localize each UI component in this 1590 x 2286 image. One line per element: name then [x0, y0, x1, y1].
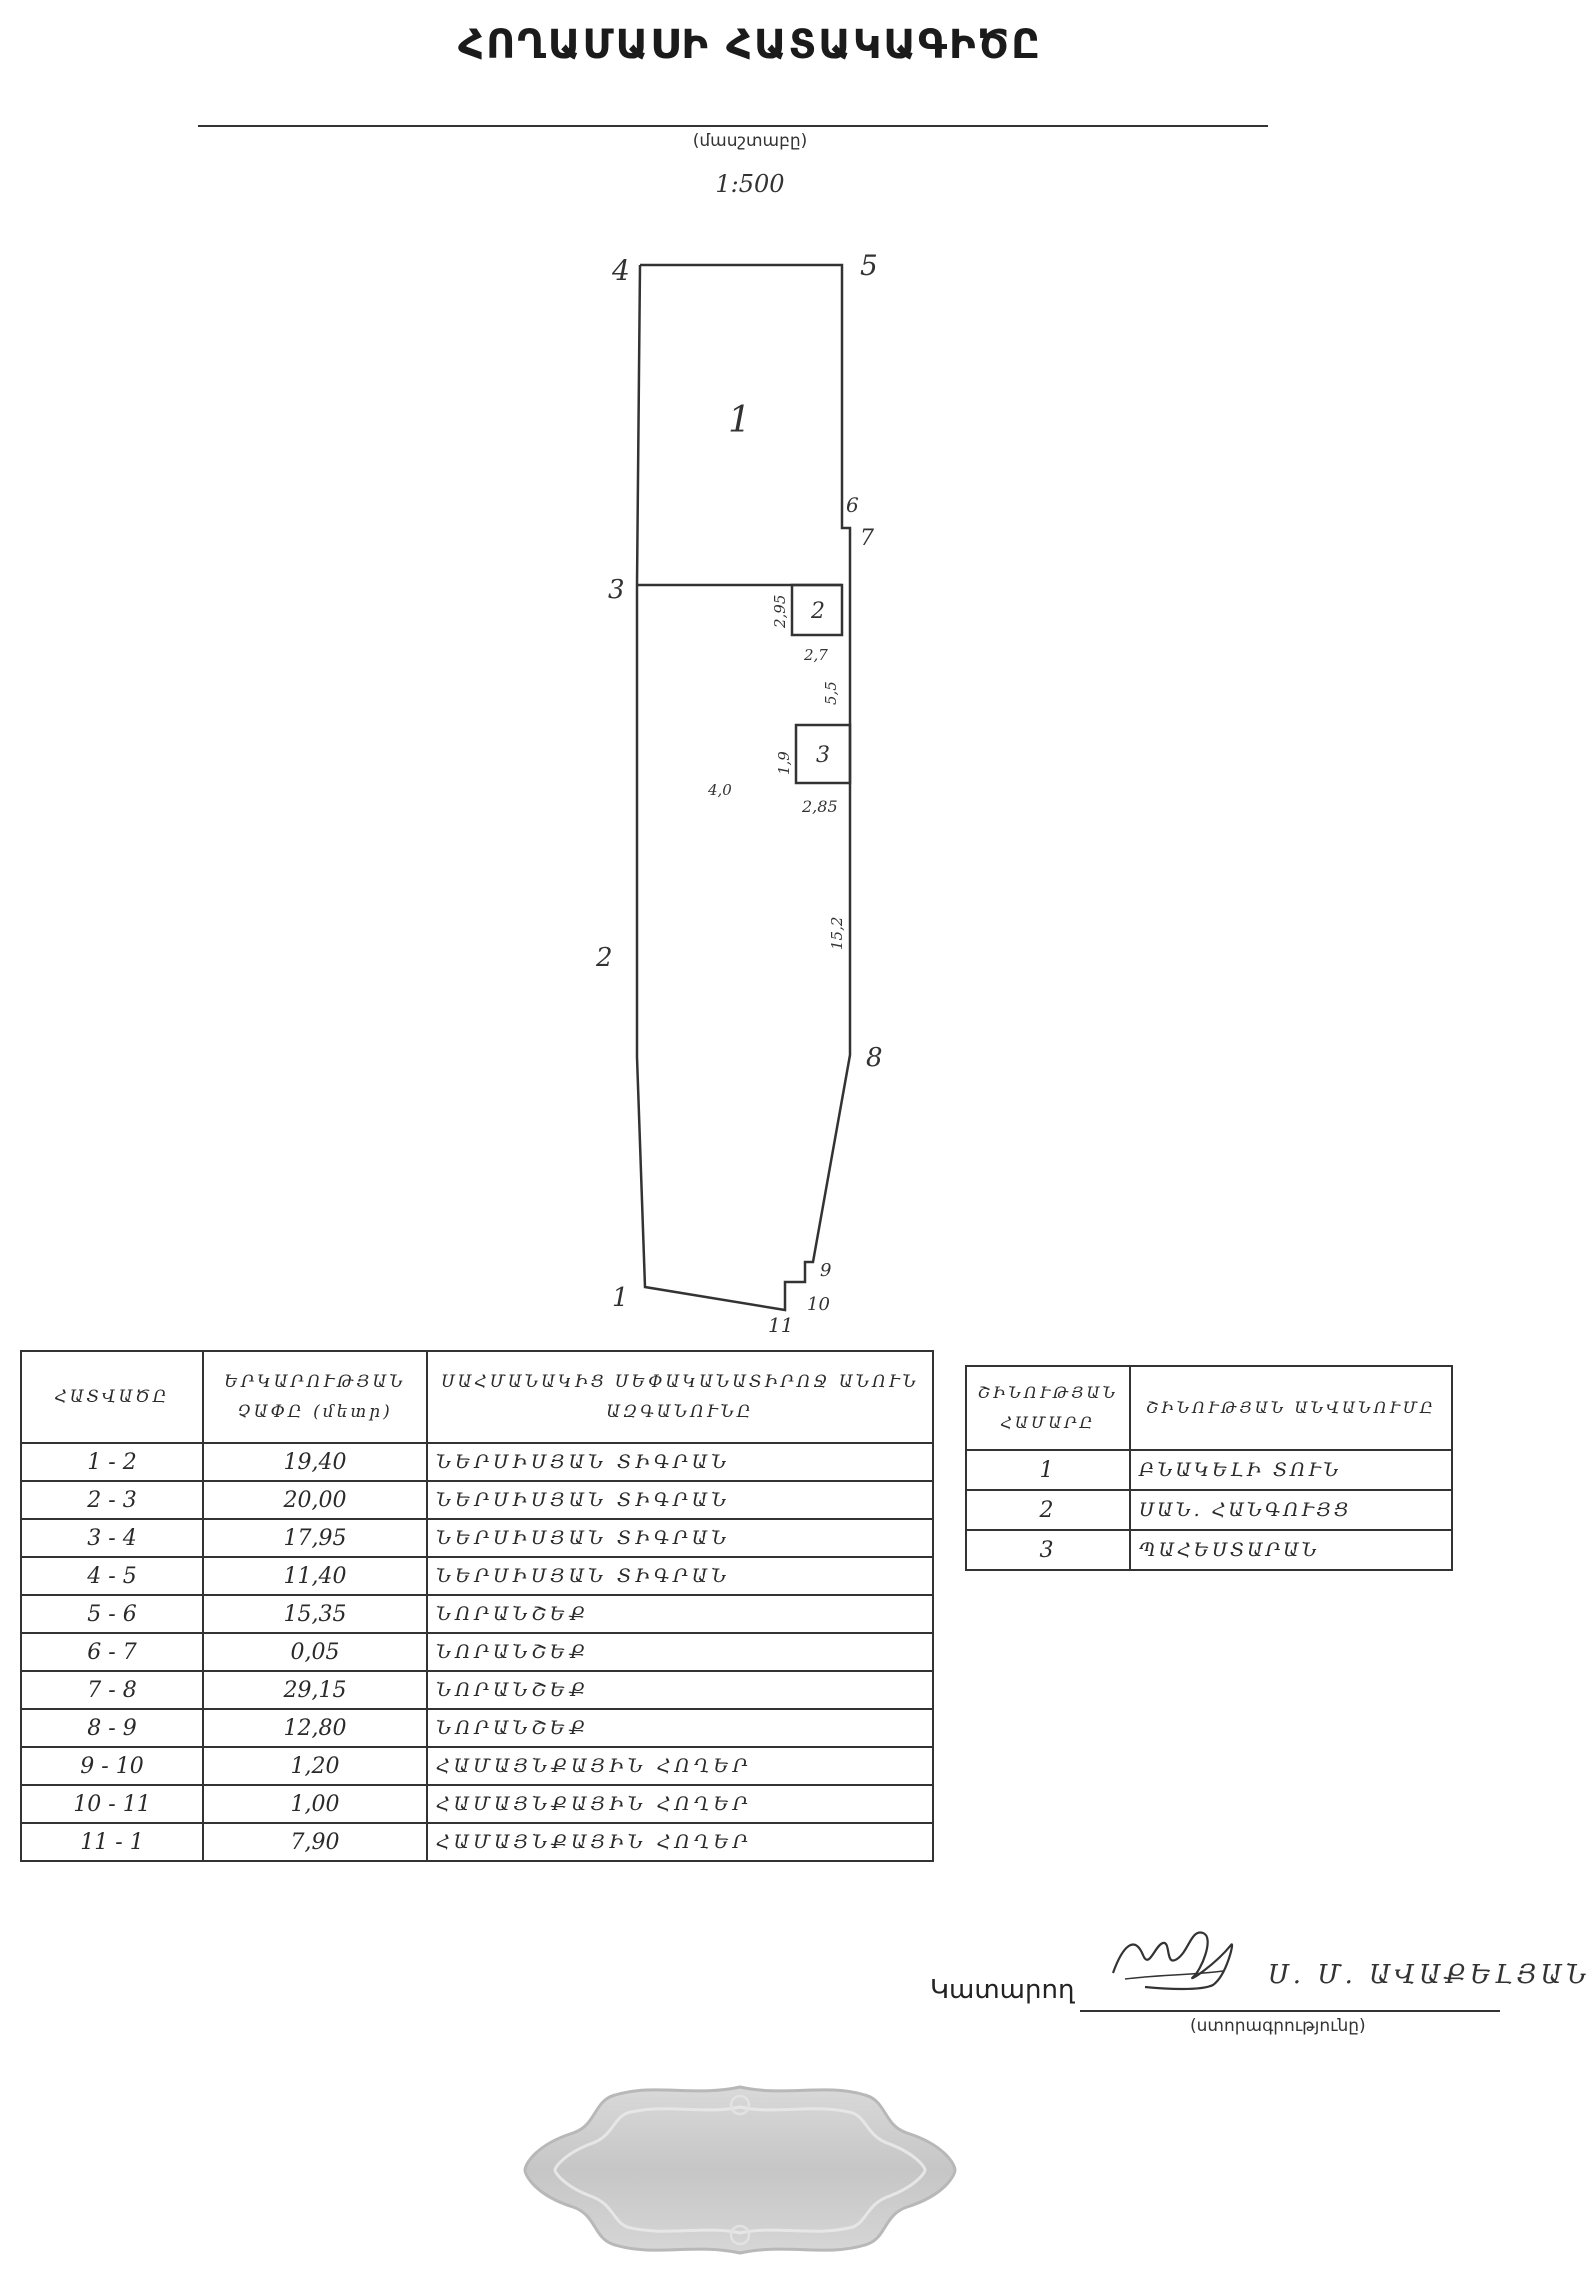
- table-row: [21, 1709, 933, 1747]
- adjacent-owner-cell: ՆԵՐՍԻՍՅԱՆ ՏԻԳՐԱՆ: [427, 1481, 933, 1519]
- length-cell: 20,00: [203, 1481, 427, 1519]
- signature-mark: [1105, 1915, 1245, 1995]
- adjacent-owner-cell: ՀԱՄԱՅՆՔԱՅԻՆ ՀՈՂԵՐ: [427, 1747, 933, 1785]
- corner-label-10: 10: [807, 1294, 830, 1315]
- corner-label-7: 7: [860, 526, 874, 551]
- corner-label-8: 8: [866, 1043, 883, 1073]
- table-header-row: [21, 1351, 933, 1443]
- table-header-row: [966, 1366, 1452, 1450]
- building-name-cell: ԲՆԱԿԵԼԻ ՏՈՒՆ: [1130, 1450, 1452, 1490]
- dimension-5-5: 5,5: [822, 681, 840, 705]
- table-row: [21, 1519, 933, 1557]
- corner-label-9: 9: [820, 1260, 832, 1281]
- building-number-cell: 1: [966, 1450, 1130, 1490]
- length-cell: 15,35: [203, 1595, 427, 1633]
- corner-label-11: 11: [768, 1313, 794, 1337]
- performer-label: Կատարող: [930, 1975, 1075, 2005]
- adjacent-owner-cell: ՆԵՐՍԻՍՅԱՆ ՏԻԳՐԱՆ: [427, 1443, 933, 1481]
- dimension-2-7: 2,7: [804, 646, 828, 664]
- segment-header: ՀԱՏՎԱԾԸ: [21, 1351, 203, 1443]
- building-name-header: ՇԻՆՈՒԹՅԱՆ ԱՆՎԱՆՈՒՄԸ: [1130, 1366, 1452, 1450]
- length-cell: 29,15: [203, 1671, 427, 1709]
- length-header: ԵՐԿԱՐՈՒԹՅԱՆ ՉԱՓԸ (մետր): [203, 1351, 427, 1443]
- corner-label-1: 1: [612, 1283, 629, 1313]
- length-cell: 1,20: [203, 1747, 427, 1785]
- building-number-cell: 2: [966, 1490, 1130, 1530]
- dimension-4-0: 4,0: [708, 781, 732, 799]
- adjacent-owner-header: ՍԱՀՄԱՆԱԿԻՑ ՍԵՓԱԿԱՆԱՏԻՐՈՋ ԱՆՈՒՆ ԱԶԳԱՆՈՒՆԸ: [427, 1351, 933, 1443]
- corner-label-3: 3: [608, 575, 625, 605]
- adjacent-owner-cell: ՆՈՐԱՆՇԵՔ: [427, 1633, 933, 1671]
- length-cell: 1,00: [203, 1785, 427, 1823]
- corner-label-5: 5: [860, 249, 878, 282]
- adjacent-owner-cell: ՆՈՐԱՆՇԵՔ: [427, 1709, 933, 1747]
- segment-cell: 9 - 10: [21, 1747, 203, 1785]
- adjacent-owner-cell: ՆԵՐՍԻՍՅԱՆ ՏԻԳՐԱՆ: [427, 1519, 933, 1557]
- length-cell: 7,90: [203, 1823, 427, 1861]
- segment-cell: 1 - 2: [21, 1443, 203, 1481]
- segment-cell: 3 - 4: [21, 1519, 203, 1557]
- boundaries-table: [20, 1350, 934, 1862]
- table-row: [21, 1481, 933, 1519]
- signature-caption: (ստորագրությունը): [1190, 2016, 1366, 2036]
- segment-cell: 7 - 8: [21, 1671, 203, 1709]
- decorative-stamp: [515, 2075, 965, 2265]
- segment-cell: 4 - 5: [21, 1557, 203, 1595]
- table-row: [21, 1671, 933, 1709]
- table-row: [21, 1747, 933, 1785]
- building-name-cell: ՊԱՀԵՍՏԱՐԱՆ: [1130, 1530, 1452, 1570]
- corner-label-2: 2: [596, 943, 613, 973]
- adjacent-owner-cell: ՀԱՄԱՅՆՔԱՅԻՆ ՀՈՂԵՐ: [427, 1785, 933, 1823]
- table-row: [966, 1450, 1452, 1490]
- segment-cell: 6 - 7: [21, 1633, 203, 1671]
- adjacent-owner-cell: ՀԱՄԱՅՆՔԱՅԻՆ ՀՈՂԵՐ: [427, 1823, 933, 1861]
- dimension-1-9: 1,9: [775, 751, 793, 775]
- length-cell: 11,40: [203, 1557, 427, 1595]
- dimension-15-2: 15,2: [828, 916, 846, 950]
- length-cell: 19,40: [203, 1443, 427, 1481]
- table-row: [21, 1785, 933, 1823]
- table-row: [21, 1557, 933, 1595]
- building-number-cell: 3: [966, 1530, 1130, 1570]
- adjacent-owner-cell: ՆՈՐԱՆՇԵՔ: [427, 1595, 933, 1633]
- scale-label: (մասշտաբը): [692, 131, 808, 151]
- segment-cell: 10 - 11: [21, 1785, 203, 1823]
- segment-cell: 5 - 6: [21, 1595, 203, 1633]
- table-row: [21, 1443, 933, 1481]
- building-name-cell: ՍԱՆ. ՀԱՆԳՈՒՅՑ: [1130, 1490, 1452, 1530]
- building-number-header: ՇԻՆՈՒԹՅԱՆ ՀԱՄԱՐԸ: [966, 1366, 1130, 1450]
- buildings-table: [965, 1365, 1453, 1571]
- length-cell: 12,80: [203, 1709, 427, 1747]
- adjacent-owner-cell: ՆԵՐՍԻՍՅԱՆ ՏԻԳՐԱՆ: [427, 1557, 933, 1595]
- scale-value: 1:500: [715, 170, 785, 198]
- length-cell: 0,05: [203, 1633, 427, 1671]
- dimension-2-85: 2,85: [802, 797, 838, 816]
- segment-cell: 2 - 3: [21, 1481, 203, 1519]
- length-cell: 17,95: [203, 1519, 427, 1557]
- document-title: ՀՈՂԱՄԱՍԻ ՀԱՏԱԿԱԳԻԾԸ: [458, 22, 1042, 68]
- building-label-1: 1: [728, 400, 751, 441]
- corner-label-4: 4: [612, 254, 630, 287]
- corner-label-6: 6: [846, 493, 859, 517]
- table-row: [966, 1490, 1452, 1530]
- table-row: [21, 1823, 933, 1861]
- dimension-2-95: 2,95: [771, 594, 789, 628]
- table-row: [21, 1595, 933, 1633]
- building-label-3: 3: [816, 743, 830, 768]
- table-row: [966, 1530, 1452, 1570]
- signature-line: [1080, 2010, 1500, 2012]
- building-label-2: 2: [811, 599, 825, 624]
- performer-name: Ս. Մ. ԱՎԱՔԵԼՅԱՆ: [1268, 1960, 1590, 1990]
- adjacent-owner-cell: ՆՈՐԱՆՇԵՔ: [427, 1671, 933, 1709]
- segment-cell: 8 - 9: [21, 1709, 203, 1747]
- segment-cell: 11 - 1: [21, 1823, 203, 1861]
- table-row: [21, 1633, 933, 1671]
